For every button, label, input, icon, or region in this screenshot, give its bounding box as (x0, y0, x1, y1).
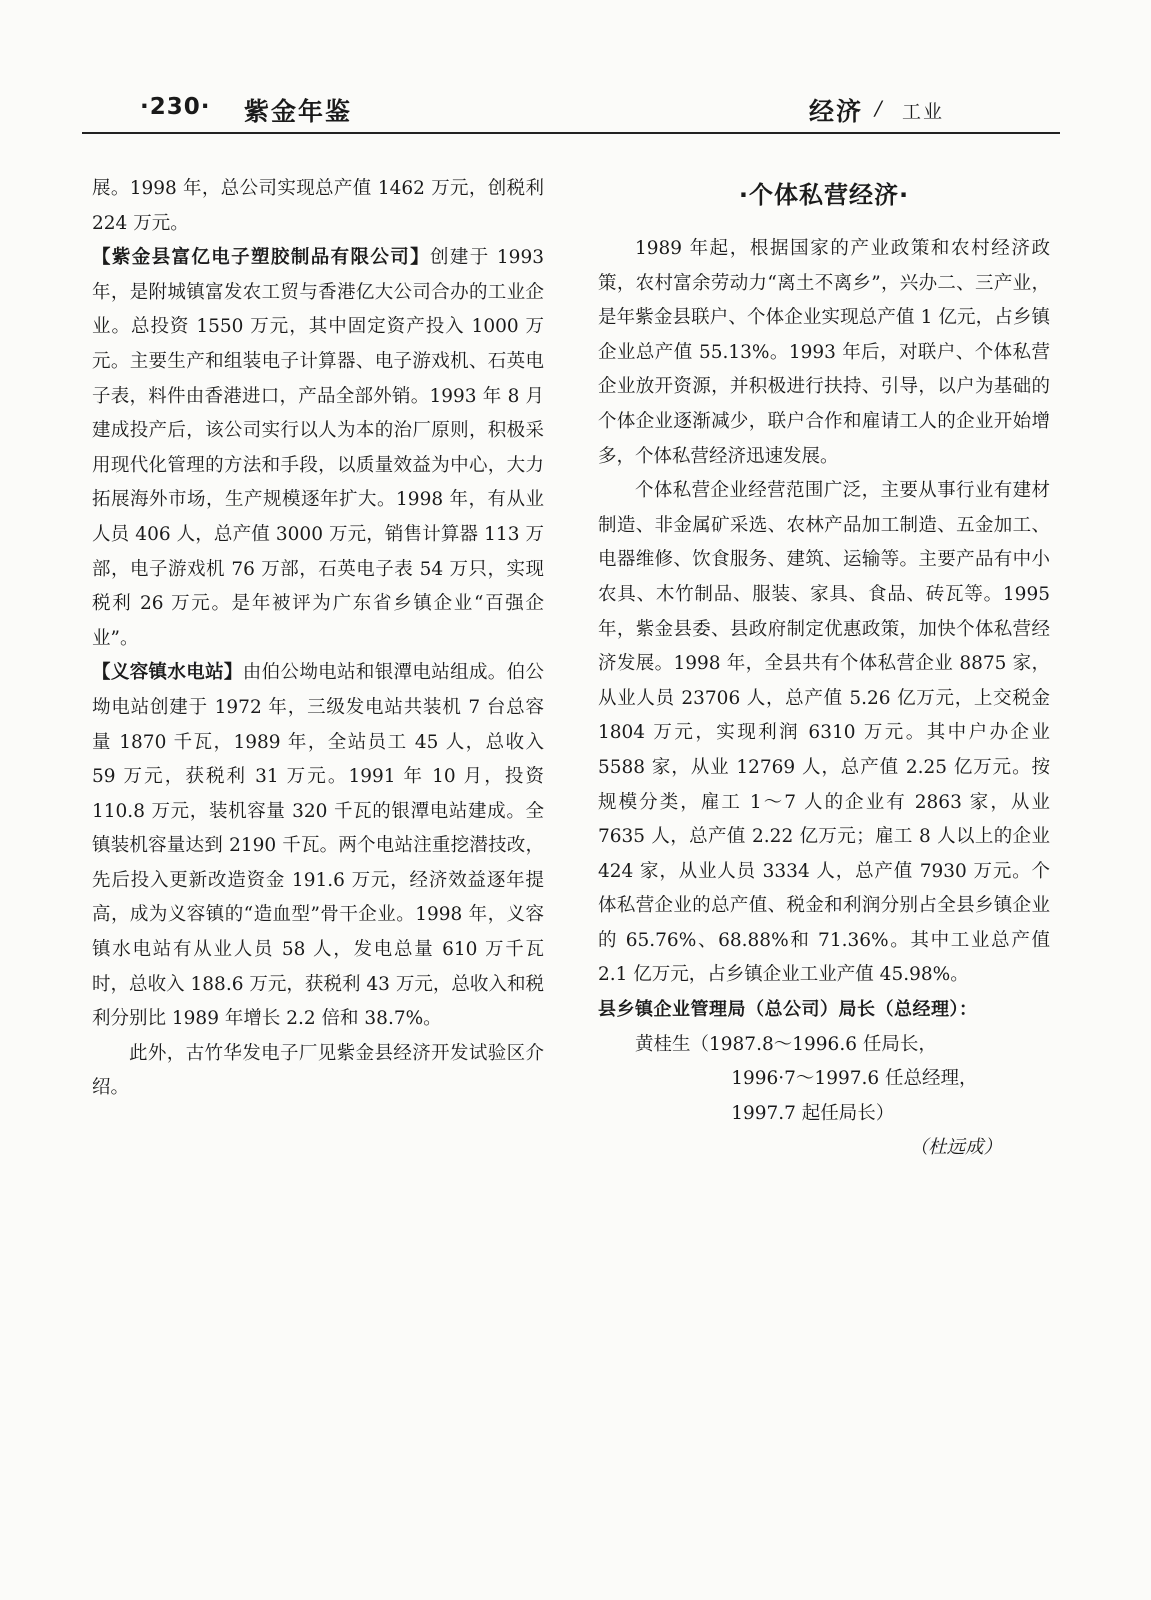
header-divider (82, 132, 1060, 134)
director-entry-continued: 1996·7～1997.6 任总经理， (731, 1068, 978, 1090)
left-column (92, 172, 544, 1106)
body-paragraph: 个体私营企业经营范围广泛，主要从事行业有建材制造、非金属矿采选、农林产品加工制造、五金加工、电器维修、饮食服务、建筑、运输等。主要产品有中小农具、木竹制品、服装、家具、食品、砖瓦等。1995 年，紫金县委、县政府制定优惠政策，加快个体私营经济发展。1998 年，全县共有个体私营企业 8875 家，从业人员 23706 人，总产值 5.26 亿万元，上交税金 1804 万元，实现利润 6310 万元。其中户办企业 5588 家，从业 12769 人，总产值 2.25 亿万元。按规模分类，雇工 1～7 人的企业有 2863 家，从业 7635 人，总产值 2.22 亿万元；雇工 8 人以上的企业 424 家，从业人员 3334 人，总产值 7930 万元。个体私营企业的总产值、税金和利润分别占全县乡镇企业的 65.76%、68.88%和 71.36%。其中工业总产值 2.1 亿万元，占乡镇企业工业产值 45.98%。 (598, 480, 1050, 986)
page-number: ·230· (140, 94, 211, 120)
entry-yirong-hydropower (92, 656, 544, 1037)
entry-body: 创建于 1993 年，是附城镇富发农工贸与香港亿大公司合办的工业企业。总投资 1550 万元，其中固定资产投入 1000 万元。主要生产和组装电子计算器、电子游戏机、石英电子表，料件由香港进口，产品全部外销。1993 年 8 月建成投产后，该公司实行以人为本的治厂原则，积极采用现代化管理的方法和手段，以质量效益为中心，大力拓展海外市场，生产规模逐年扩大。1998 年，有从业人员 406 人，总产值 3000 万元，销售计算器 113 万部，电子游戏机 76 万部，石英电子表 54 万只，实现税利 26 万元。是年被评为广东省乡镇企业“百强企业”。 (92, 247, 544, 649)
director-entry: 黄桂生（1987.8～1996.6 任局长， (635, 1033, 937, 1055)
author-credit: （杜远成） (909, 1137, 1002, 1159)
director-entry-continued: 1997.7 起任局长） (731, 1102, 895, 1124)
book-title: 紫金年鉴 (244, 97, 353, 126)
right-column (598, 172, 1050, 1166)
section-name: 经济 (809, 97, 864, 126)
closing-paragraph: 此外，古竹华发电子厂见紫金县经济开发试验区介绍。 (92, 1042, 544, 1099)
entry-fuyi-electronics (92, 241, 544, 656)
director-heading: 县乡镇企业管理局（总公司）局长（总经理）： (598, 999, 978, 1021)
body-paragraph: 1989 年起，根据国家的产业政策和农村经济政策，农村富余劳动力“离土不离乡”，兴办二、三产业，是年紫金县联户、个体企业实现总产值 1 亿元，占乡镇企业总产值 55.13%。1993 年后，对联户、个体私营企业放开资源，并积极进行扶持、引导，以户为基础的个体企业逐渐减少，联户合作和雇请工人的企业开始增多，个体私营经济迅速发展。 (598, 238, 1050, 467)
entry-heading: 【义容镇水电站】 (92, 662, 243, 684)
continued-paragraph: 展。1998 年，总公司实现总产值 1462 万元，创税利 224 万元。 (92, 178, 544, 234)
section-heading: ·个体私营经济· (738, 181, 910, 209)
subsection-name: 工业 (902, 101, 945, 123)
entry-body: 由伯公坳电站和银潭电站组成。伯公坳电站创建于 1972 年，三级发电站共装机 7 台总容量 1870 千瓦，1989 年，全站员工 45 人，总收入 59 万元，获税利 31 万元。1991 年 10 月，投资 110.8 万元，装机容量 320 千瓦的银潭电站建成。全镇装机容量达到 2190 千瓦。两个电站注重挖潜技改，先后投入更新改造资金 191.6 万元，经济效益逐年提高，成为义容镇的“造血型”骨干企业。1998 年，义容镇水电站有从业人员 58 人，发电总量 610 万千瓦时，总收入 188.6 万元，获税利 43 万元，总收入和税利分别比 1989 年增长 2.2 倍和 38.7%。 (92, 662, 544, 1030)
page-header (82, 92, 1060, 132)
section-separator: / (875, 96, 882, 120)
entry-heading: 【紫金县富亿电子塑胶制品有限公司】 (92, 247, 430, 269)
